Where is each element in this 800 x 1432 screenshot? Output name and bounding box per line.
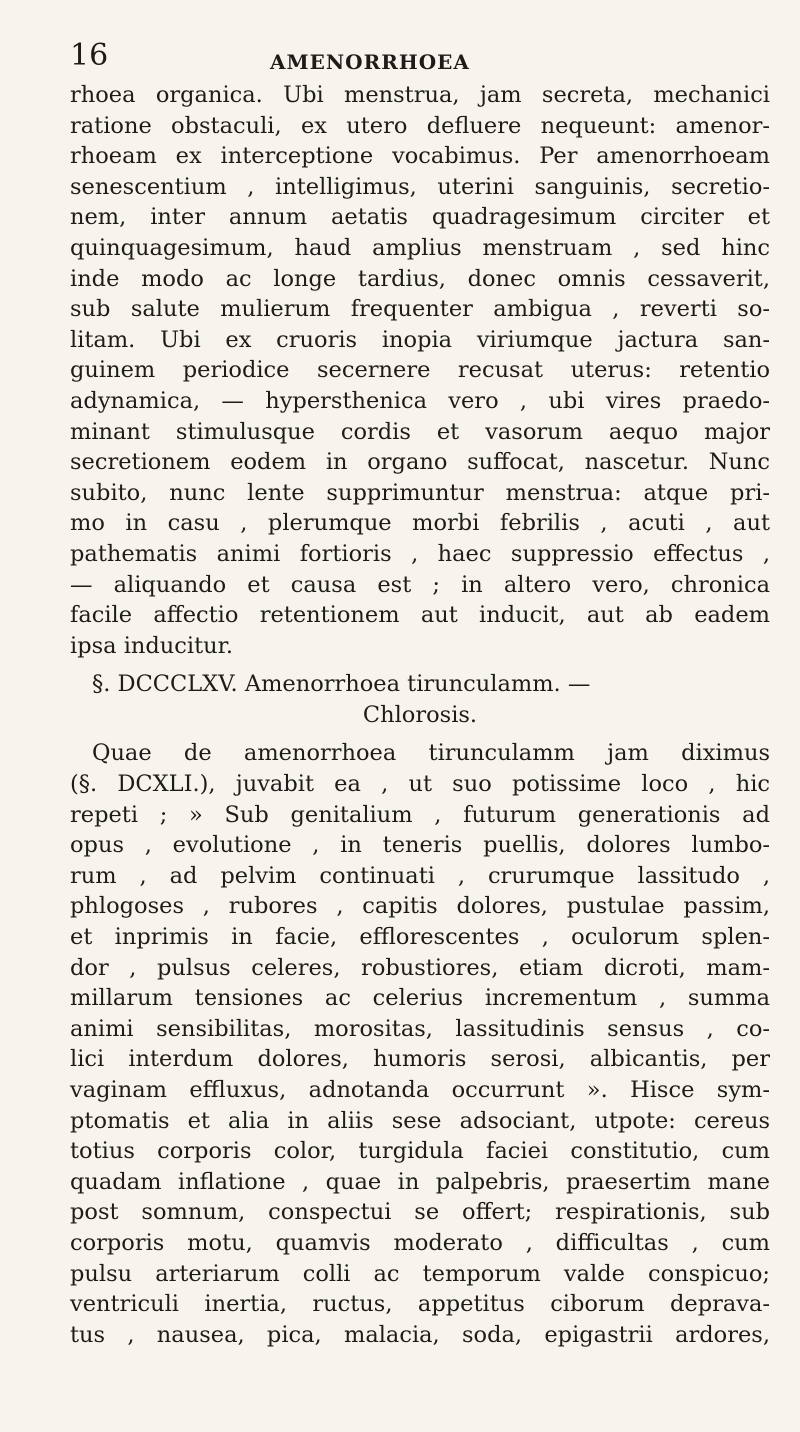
book-page — [70, 38, 770, 1350]
paragraph-2 — [70, 738, 770, 1350]
text-line: (§. DCXLI.), juvabit ea , ut suo potissime loco , hic — [70, 771, 770, 798]
text-line: vaginam effluxus, adnotanda occurrunt ». Hisce sym- — [70, 1077, 770, 1103]
text-line: subito, nunc lente supprimuntur menstrua: atque pri- — [70, 479, 770, 506]
text-line: litam. Ubi ex cruoris inopia viriumque jactura san- — [70, 326, 770, 353]
text-line: dor , pulsus celeres, robustiores, etiam dicroti, mam- — [70, 954, 770, 981]
text-line: quinquagesimum, haud amplius menstruam , sed hinc — [70, 234, 770, 261]
section-heading-line: §. DCCCLXV. Amenorrhoea tirunculamm. — — [92, 671, 591, 698]
spacer — [70, 661, 770, 669]
text-line: ipsa inducitur. — [70, 632, 234, 659]
text-line: facile affectio retentionem aut inducit, aut ab eadem — [70, 602, 770, 629]
text-line: opus , evolutione , in teneris puellis, dolores lumbo- — [70, 832, 770, 859]
text-line: ptomatis et alia in aliis sese adsociant, utpote: cereus — [70, 1107, 770, 1134]
text-line: mo in casu , plerumque morbi febrilis , acuti , aut — [70, 510, 770, 537]
text-line: inde modo ac longe tardius, donec omnis cessaverit, — [70, 265, 770, 292]
text-line: senescentium , intelligimus, uterini sanguinis, secretio- — [70, 173, 770, 200]
text-line: millarum tensiones ac celerius incrementum , summa — [70, 985, 770, 1012]
text-line: ventriculi inertia, ructus, appetitus ciborum deprava- — [70, 1291, 770, 1318]
text-line: secretionem eodem in organo suffocat, nascetur. Nunc — [70, 449, 770, 476]
spacer — [70, 730, 770, 738]
text-line: quadam inflatione , quae in palpebris, praesertim mane — [70, 1168, 770, 1195]
text-line: rhoeam ex interceptione vocabimus. Per amenorrhoeam — [70, 143, 770, 170]
text-line: totius corporis color, turgidula faciei constitutio, cum — [70, 1138, 770, 1165]
text-line: animi sensibilitas, morositas, lassitudinis sensus , co- — [70, 1015, 770, 1042]
body-text — [70, 80, 770, 1350]
text-line: — aliquando et causa est ; in altero vero, chronica — [70, 571, 770, 598]
text-line: et inprimis in facie, efflorescentes , oculorum splen- — [70, 924, 770, 951]
text-line: repeti ; » Sub genitalium , futurum generationis ad — [70, 801, 770, 828]
text-line: lici interdum dolores, humoris serosi, albicantis, per — [70, 1046, 770, 1073]
page-header — [70, 38, 770, 78]
page-number: 16 — [70, 38, 109, 73]
text-line: phlogoses , rubores , capitis dolores, pustulae passim, — [70, 893, 770, 920]
text-line: corporis motu, quamvis moderato , difficultas , cum — [70, 1229, 770, 1256]
paragraph-1 — [70, 80, 770, 661]
text-line: tus , nausea, pica, malacia, soda, epigastrii ardores, — [70, 1321, 770, 1348]
running-head: AMENORRHOEA — [270, 50, 470, 74]
text-line: nem, inter annum aetatis quadragesimum circiter et — [70, 204, 770, 231]
text-line: rhoea organica. Ubi menstrua, jam secreta, mechanici — [70, 82, 770, 108]
section-heading-line: Chlorosis. — [362, 701, 478, 728]
text-line: ratione obstaculi, ex utero defluere nequeunt: amenor- — [70, 112, 770, 139]
text-line: Quae de amenorrhoea tirunculamm jam diximus — [92, 740, 770, 767]
text-line: post somnum, conspectui se offert; respirationis, sub — [70, 1199, 770, 1226]
text-line: pathematis animi fortioris , haec suppressio effectus , — [70, 540, 770, 567]
text-line: sub salute mulierum frequenter ambigua , reverti so- — [70, 296, 770, 323]
text-line: guinem periodice secernere recusat uterus: retentio — [70, 357, 770, 384]
text-line: adynamica, — hypersthenica vero , ubi vires praedo- — [70, 387, 770, 414]
text-line: rum , ad pelvim continuati , crurumque lassitudo , — [70, 862, 770, 889]
section-heading — [70, 669, 770, 730]
text-line: pulsu arteriarum colli ac temporum valde conspicuo; — [70, 1260, 770, 1287]
text-line: minant stimulusque cordis et vasorum aequo major — [70, 418, 770, 445]
